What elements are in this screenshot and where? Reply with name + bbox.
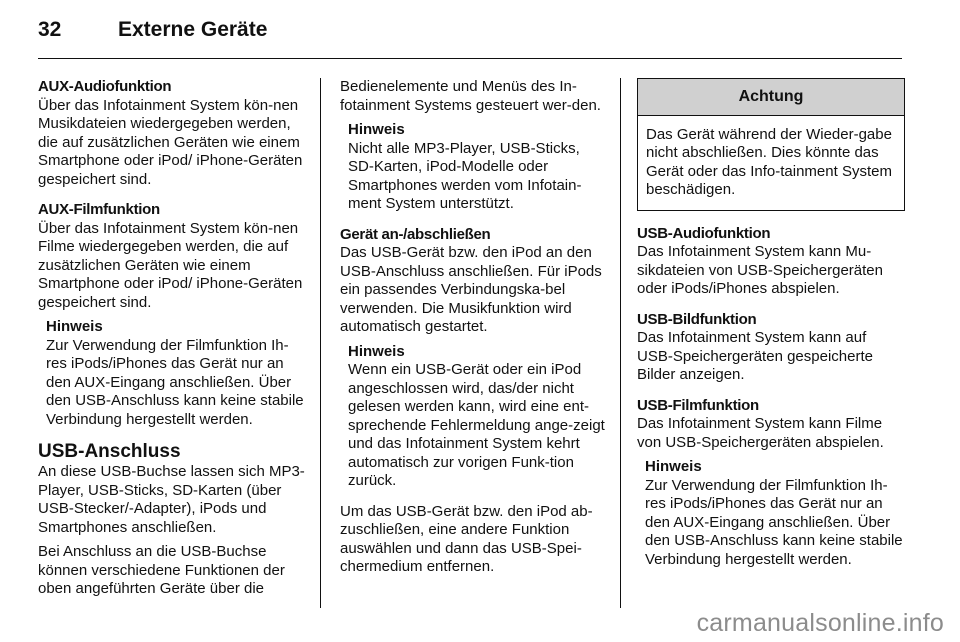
connect-heading: Gerät an-/abschließen: [340, 225, 491, 243]
continued-text: Bedienelemente und Menüs des In-fotainment Systems gesteuert wer-den.: [340, 78, 601, 114]
usb-text-1: An diese USB-Buchse lassen sich MP3-Player, USB-Sticks, SD-Karten (über USB-Stecker/-Adapter), iPods und Smartphones anschließen.: [38, 463, 305, 536]
column-3: [637, 78, 905, 581]
aux-audio-text: Über das Infotainment System kön-nen Musikdateien wiedergegeben werden, die auf zusätzlichen Geräten wie einem Smartphone oder iPod/ iPhone-Geräten gespeichert sind.: [38, 96, 303, 188]
note-text: Zur Verwendung der Filmfunktion Ih-res iPods/iPhones das Gerät nur an den AUX-Eingang anschließen. Über den USB-Anschluss kann keine stabile Verbindung hergestellt werden.: [46, 336, 304, 428]
disconnect-text: Um das USB-Gerät bzw. den iPod ab-zuschließen, eine andere Funktion auswählen und dann das USB-Spei-chermedium entfernen.: [340, 502, 593, 575]
note-box: [348, 121, 608, 214]
note-title: Hinweis: [348, 342, 405, 360]
column-divider-2: [620, 78, 621, 608]
watermark: carmanualsonline.info: [696, 609, 944, 637]
column-divider-1: [320, 78, 321, 608]
usb-audio-heading: USB-Audiofunktion: [637, 224, 771, 242]
note-title: Hinweis: [348, 121, 405, 138]
column-1: [38, 78, 306, 611]
note-box: [645, 458, 905, 569]
header-rule: [38, 58, 902, 59]
aux-film-text: Über das Infotainment System kön-nen Filme wiedergegeben werden, die auf zusätzlichen Geräten wie einem Smartphone oder iPod/ iPhone-Geräten gespeichert sind.: [38, 219, 303, 311]
aux-audio-heading: AUX-Audiofunktion: [38, 78, 172, 95]
column-2: [340, 78, 608, 589]
note-title: Hinweis: [645, 458, 702, 475]
aux-film-heading: AUX-Filmfunktion: [38, 201, 160, 218]
note-text: Wenn ein USB-Gerät oder ein iPod angeschlossen wird, das/der nicht gelesen werden kann, wird eine ent-sprechende Fehlermeldung ange-zeigt und das Infotainment System kehrt automatisch zur vorigen Funk-tion zurück.: [348, 361, 605, 489]
warning-text: Das Gerät während der Wieder-gabe nicht abschließen. Dies könnte das Gerät oder das Info-tainment System beschädigen.: [646, 125, 892, 198]
warning-box: [637, 78, 905, 211]
page-title: Externe Geräte: [118, 18, 268, 41]
note-title: Hinweis: [46, 318, 103, 335]
note-text: Nicht alle MP3-Player, USB-Sticks, SD-Karten, iPod-Modelle oder Smartphones werden vom Infotain-ment System unterstützt.: [348, 139, 582, 212]
usb-film-heading: USB-Filmfunktion: [637, 396, 759, 414]
connect-text: Das USB-Gerät bzw. den iPod an den USB-Anschluss anschließen. Für iPods ein passendes Verbindungska-bel verwenden. Die Musikfunktion wird automatisch gestartet.: [340, 244, 602, 335]
page-number: 32: [38, 18, 62, 41]
page-header: [38, 18, 902, 58]
note-text: Zur Verwendung der Filmfunktion Ih-res iPods/iPhones das Gerät nur an den AUX-Eingang anschließen. Über den USB-Anschluss kann keine stabile Verbindung hergestellt werden.: [645, 476, 903, 568]
note-box: [348, 343, 608, 491]
warning-title: Achtung: [638, 79, 904, 116]
note-box: [46, 318, 306, 429]
usb-film-text: Das Infotainment System kann Filme von USB-Speichergeräten abspielen.: [637, 415, 884, 451]
usb-image-text: Das Infotainment System kann auf USB-Speichergeräten gespeicherte Bilder anzeigen.: [637, 329, 873, 383]
usb-image-heading: USB-Bildfunktion: [637, 310, 757, 328]
usb-audio-text: Das Infotainment System kann Mu-sikdateien von USB-Speichergeräten oder iPods/iPhones abspielen.: [637, 243, 883, 297]
usb-heading: USB-Anschluss: [38, 441, 181, 462]
usb-text-2: Bei Anschluss an die USB-Buchse können verschiedene Funktionen der oben angeführten Geräte über die: [38, 543, 285, 597]
